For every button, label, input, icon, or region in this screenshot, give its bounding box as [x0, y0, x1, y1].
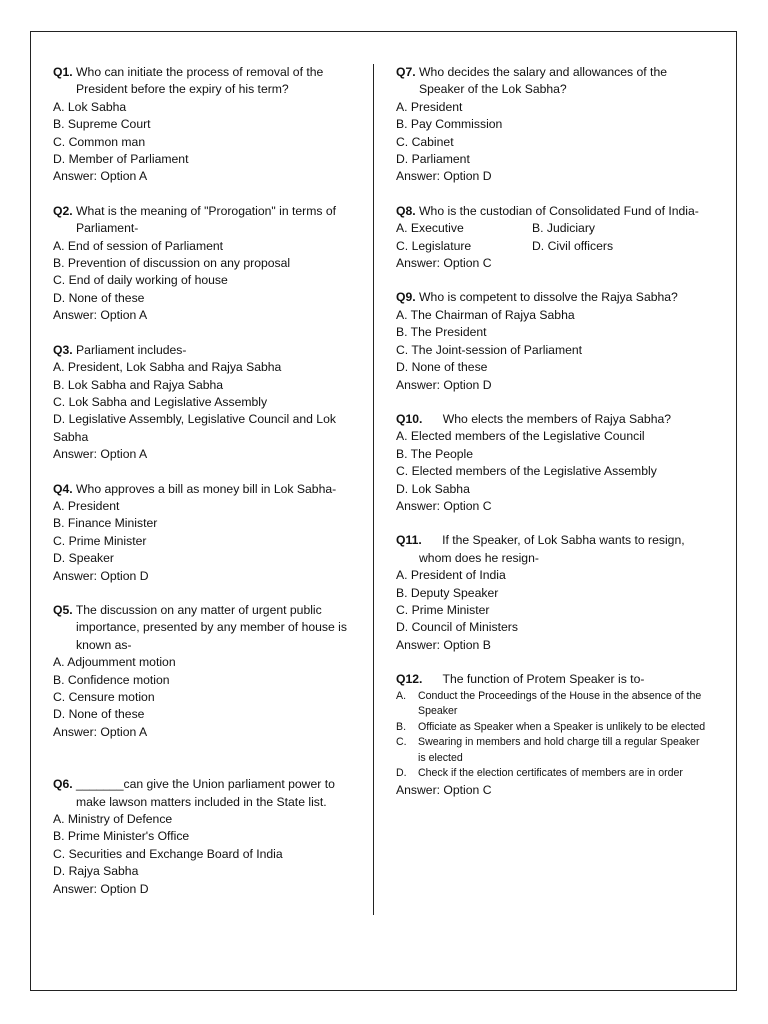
question-number: Q2. [53, 203, 73, 218]
option-text: Swearing in members and hold charge till a regular Speaker is elected [418, 736, 700, 764]
left-column [53, 64, 353, 915]
option-d: D. Council of Ministers [396, 620, 518, 635]
option-grid [396, 220, 706, 255]
question-text: Who can initiate the process of removal of the President before the expiry of his term? [72, 65, 324, 97]
question-text: The function of Protem Speaker is to- [422, 672, 645, 687]
option-d: D. None of these [396, 360, 488, 375]
question-text: Who approves a bill as money bill in Lok Sabha- [72, 481, 337, 496]
question-text: If the Speaker, of Lok Sabha wants to resign, whom does he resign- [419, 533, 689, 565]
option-b: B. Deputy Speaker [396, 585, 499, 600]
option-c [396, 735, 706, 766]
question-q6 [53, 776, 353, 898]
option-b: B. Confidence motion [53, 672, 170, 687]
option-text: Officiate as Speaker when a Speaker is unlikely to be elected [418, 720, 706, 733]
question-q8 [396, 203, 706, 273]
option-c: C. Legislature [396, 238, 472, 253]
question-number: Q4. [53, 481, 73, 496]
option-c: C. Censure motion [53, 690, 155, 704]
question-number: Q10. [396, 411, 423, 426]
question-q2 [53, 203, 353, 325]
option-b: B. Finance Minister [53, 516, 158, 531]
answer: Answer: Option D [53, 881, 149, 896]
question-number: Q8. [396, 203, 416, 218]
option-b: B. Supreme Court [53, 117, 151, 132]
option-b: B. Prime Minister's Office [53, 829, 190, 844]
question-number: Q12. [396, 672, 423, 687]
option-d: D. None of these [53, 290, 145, 305]
option-c: C. Common man [53, 134, 146, 149]
question-number: Q9. [396, 290, 416, 305]
answer: Answer: Option D [396, 169, 492, 184]
option-letter: A. [396, 689, 407, 702]
answer: Answer: Option D [53, 568, 149, 583]
question-number: Q1. [53, 65, 73, 79]
option-letter: D. [396, 767, 407, 780]
option-d: D. Member of Parliament [53, 152, 189, 167]
question-text: _______can give the Union parliament power to make lawson matters included in the State list. [72, 777, 335, 809]
option-d: D. None of these [53, 707, 145, 722]
option-c: C. End of daily working of house [53, 273, 228, 288]
option-a: A. The Chairman of Rajya Sabha [396, 307, 575, 322]
option-d: D. Parliament [396, 152, 470, 167]
question-text: What is the meaning of "Prorogation" in terms of Parliament- [72, 203, 337, 236]
option-c: C. The Joint-session of Parliament [396, 342, 583, 357]
option-text: Check if the election certificates of members are in order [418, 767, 683, 780]
question-text: Who decides the salary and allowances of the Speaker of the Lok Sabha? [415, 65, 667, 97]
question-text: Who is the custodian of Consolidated Fund of India- [415, 203, 699, 218]
option-d: D. Civil officers [532, 238, 614, 253]
option-a: A. Adjoumment motion [53, 655, 176, 670]
option-letter: C. [396, 736, 407, 749]
question-number: Q6. [53, 777, 73, 792]
option-b: B. The People [396, 446, 474, 461]
question-q5 [53, 602, 353, 741]
question-q1 [53, 64, 353, 186]
right-column [396, 64, 706, 816]
question-text: Parliament includes- [72, 342, 187, 357]
option-text: Conduct the Proceedings of the House in the absence of the Speaker [418, 689, 702, 718]
question-q9 [396, 289, 706, 393]
option-a: A. Ministry of Defence [53, 812, 173, 827]
option-a: A. President of India [396, 568, 506, 583]
option-d [396, 766, 706, 782]
answer: Answer: Option C [396, 782, 492, 797]
question-number: Q11. [396, 533, 422, 548]
option-a [396, 689, 706, 720]
option-b: B. Lok Sabha and Rajya Sabha [53, 377, 224, 392]
option-d: D. Legislative Assembly, Legislative Council and Lok Sabha [53, 412, 336, 444]
option-b: B. The President [396, 325, 487, 340]
option-c: C. Lok Sabha and Legislative Assembly [53, 394, 268, 409]
question-number: Q3. [53, 342, 73, 357]
option-c: C. Cabinet [396, 134, 454, 149]
option-d: D. Rajya Sabha [53, 864, 139, 879]
question-number: Q5. [53, 602, 73, 617]
option-a: A. Executive [396, 221, 464, 236]
question-text: The discussion on any matter of urgent public importance, presented by any member of house is known as- [72, 602, 347, 652]
question-q11 [396, 532, 706, 654]
question-number: Q7. [396, 65, 416, 79]
answer: Answer: Option D [396, 377, 492, 392]
question-q3 [53, 342, 353, 464]
answer: Answer: Option A [53, 724, 148, 739]
option-b: B. Prevention of discussion on any proposal [53, 256, 291, 271]
option-b [396, 720, 706, 736]
option-letter: B. [396, 720, 407, 733]
option-d: D. Speaker [53, 551, 114, 566]
question-q7 [396, 64, 706, 186]
question-q4 [53, 481, 353, 585]
option-a: A. President [53, 498, 120, 513]
option-a: A. End of session of Parliament [53, 238, 224, 253]
option-b: B. Pay Commission [396, 117, 503, 132]
option-c: C. Securities and Exchange Board of India [53, 846, 283, 861]
answer: Answer: Option A [53, 447, 148, 462]
option-d: D. Lok Sabha [396, 481, 470, 496]
question-text: Who elects the members of Rajya Sabha? [422, 411, 672, 426]
column-divider [373, 64, 374, 915]
answer: Answer: Option C [396, 256, 492, 271]
question-q12 [396, 671, 706, 799]
option-a: A. Lok Sabha [53, 99, 127, 114]
option-c: C. Elected members of the Legislative Assembly [396, 464, 657, 479]
answer: Answer: Option B [396, 637, 491, 652]
answer: Answer: Option C [396, 498, 492, 513]
option-a: A. Elected members of the Legislative Council [396, 429, 645, 444]
option-a: A. President [396, 99, 463, 114]
option-b: B. Judiciary [532, 221, 595, 236]
question-q10 [396, 411, 706, 515]
option-c: C. Prime Minister [396, 602, 490, 617]
question-text: Who is competent to dissolve the Rajya Sabha? [415, 290, 678, 305]
option-c: C. Prime Minister [53, 533, 147, 548]
answer: Answer: Option A [53, 169, 148, 184]
option-a: A. President, Lok Sabha and Rajya Sabha [53, 360, 282, 375]
answer: Answer: Option A [53, 308, 148, 323]
